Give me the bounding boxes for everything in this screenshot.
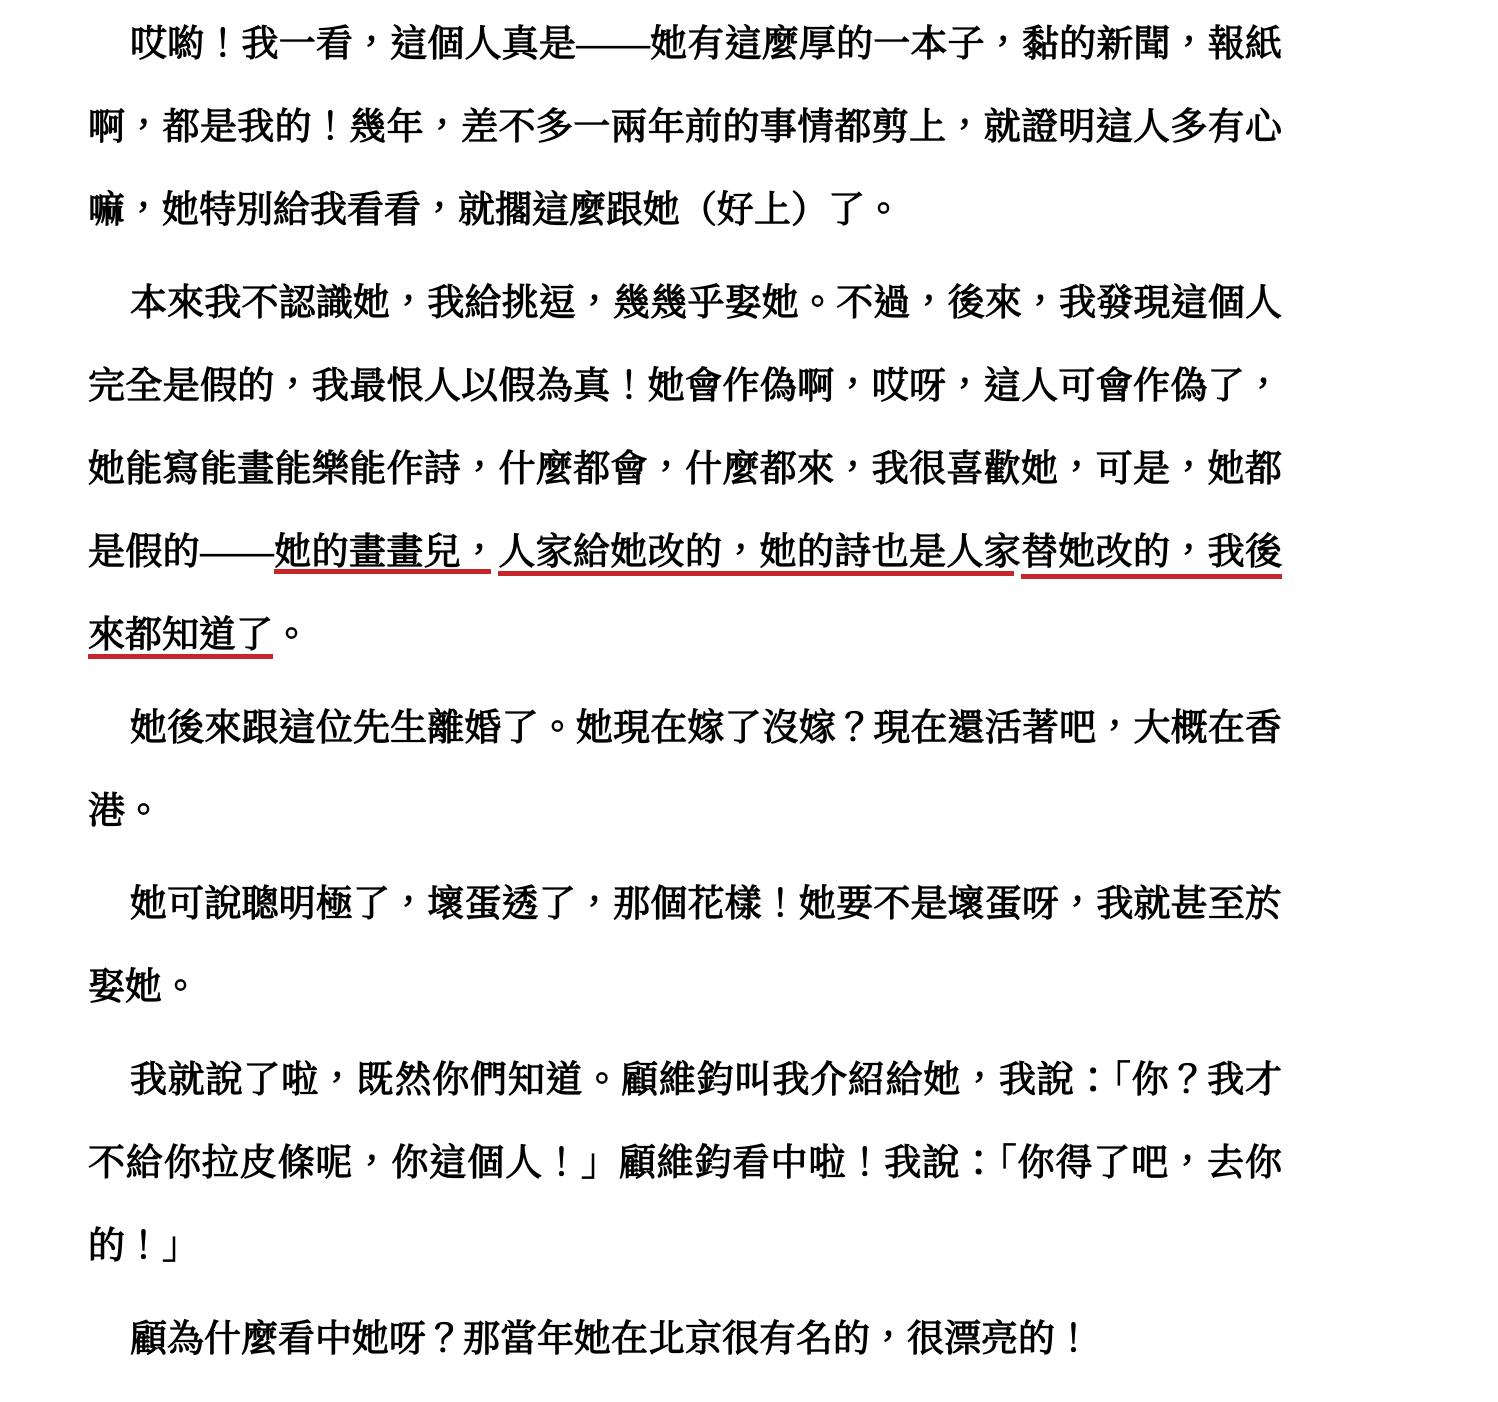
text-segment: 我就說了啦，既然你們知道。顧維鈞叫我介紹給她，我說：「你？我才 <box>130 1060 1282 1101</box>
text-segment: 嘛，她特別給我看看，就擱這麼跟她（好上）了。 <box>88 190 902 231</box>
underlined-text: 人家給她改的，她的詩也是人家 <box>498 532 1021 576</box>
paragraph <box>88 1298 1282 1381</box>
text-line <box>88 863 1282 946</box>
text-segment: 港。 <box>88 791 162 832</box>
text-line <box>88 428 1282 511</box>
text-line <box>88 86 1282 169</box>
text-line <box>88 946 1282 1029</box>
paragraph <box>88 1039 1282 1288</box>
text-line <box>88 1039 1282 1122</box>
text-line <box>88 687 1282 770</box>
text-line <box>88 169 1282 252</box>
text-segment: 哎喲！我一看，這個人真是——她有這麼厚的一本子，黏的新聞，報紙 <box>130 24 1282 65</box>
underlined-text: 來都知道了 <box>88 615 273 659</box>
paragraph <box>88 863 1282 1029</box>
underlined-text: 替她改的，我後 <box>1021 532 1282 579</box>
text-segment: 。 <box>273 615 310 656</box>
text-segment: 娶她。 <box>88 967 199 1008</box>
text-segment: 不給你拉皮條呢，你這個人！」顧維鈞看中啦！我說：「你得了吧，去你 <box>88 1143 1282 1184</box>
text-segment: 本來我不認識她，我給挑逗，幾幾乎娶她。不過，後來，我發現這個人 <box>130 283 1282 324</box>
text-segment: 她可說聰明極了，壞蛋透了，那個花樣！她要不是壞蛋呀，我就甚至於 <box>130 884 1282 925</box>
paragraph <box>88 262 1282 677</box>
paragraph <box>88 3 1282 252</box>
text-segment: 的！」 <box>88 1226 199 1267</box>
text-line <box>88 345 1282 428</box>
text-segment: 她能寫能畫能樂能作詩，什麼都會，什麼都來，我很喜歡她，可是，她都 <box>88 449 1282 490</box>
text-line <box>88 262 1282 345</box>
text-segment: 是假的—— <box>88 532 274 573</box>
text-line <box>88 511 1282 594</box>
text-segment: 完全是假的，我最恨人以假為真！她會作偽啊，哎呀，這人可會作偽了， <box>88 366 1282 407</box>
text-segment: 啊，都是我的！幾年，差不多一兩年前的事情都剪上，就證明這人多有心 <box>88 107 1282 148</box>
text-line <box>88 1298 1282 1381</box>
text-segment: 顧為什麼看中她呀？那當年她在北京很有名的，很漂亮的！ <box>130 1319 1092 1360</box>
text-line <box>88 770 1282 853</box>
text-line <box>88 1205 1282 1288</box>
text-line <box>88 1122 1282 1205</box>
underlined-text: 她的畫畫兒， <box>274 532 499 573</box>
text-segment: 她後來跟這位先生離婚了。她現在嫁了沒嫁？現在還活著吧，大概在香 <box>130 708 1282 749</box>
text-line <box>88 594 1282 677</box>
paragraph <box>88 687 1282 853</box>
text-line <box>88 3 1282 86</box>
